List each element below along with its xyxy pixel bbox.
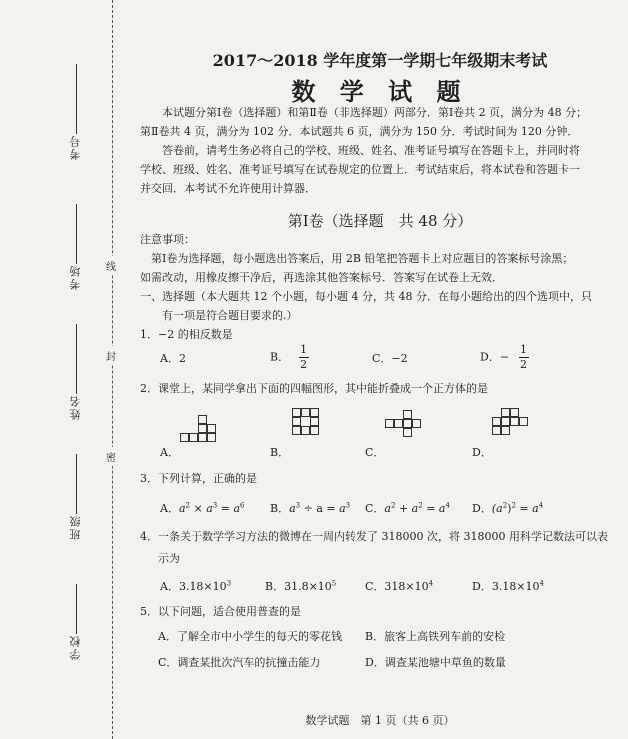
q4-a-base: A．3.18×10 [160,580,227,593]
class-field[interactable] [56,450,96,540]
name-field[interactable] [56,320,96,420]
q1-option-b-label: B． [270,350,290,364]
q4-d-base: D．3.18×10 [472,580,540,593]
q3-b-exp1: 3 [295,501,301,510]
q3-option-b[interactable] [270,500,350,516]
q1-option-b[interactable] [270,343,309,372]
cut-line [112,0,113,739]
q3-option-d-label: D． [472,502,492,515]
binding-margin [0,0,130,739]
part1-line-2: 有一项是符合题目要求的.） [162,309,298,322]
q4-stem-line-1: 4．一条关于数学学习方法的微博在一周内转发了 318000 次，将 318000 用科学记数法可以表 [140,530,608,543]
q3-option-c-label: C． [365,502,385,515]
notice-title: 注意事项： [140,233,195,246]
q5-option-c[interactable] [158,654,320,670]
q3-a-base3: a [233,502,241,515]
q3-d-base1: (a [491,502,503,515]
q4-a-exp: 3 [226,579,232,588]
q3-option-a-label: A． [160,502,179,515]
exam-subject: 数 学 试 题 [291,77,469,106]
q5-stem: 5．以下问题，适合使用普查的是 [140,605,301,618]
q2-option-b-text: B． [270,446,290,459]
q3-a-exp2: 3 [212,501,218,510]
q3-b-exp3: 3 [345,501,351,510]
q5-option-b[interactable] [365,628,505,644]
intro-line-2: 第Ⅱ卷共 4 页，满分为 102 分．本试题共 6 页，满分为 150 分．考试时间为 120 分钟． [140,125,579,138]
class-underline [76,454,77,514]
cut-char-seal: 封 [106,346,116,365]
page-footer: 数学试题 第 1 页（共 6 页） [305,714,455,727]
intro-line-1: 本试题分第Ⅰ卷（选择题）和第Ⅱ卷（非选择题）两部分．第Ⅰ卷共 2 页，满分为 48 分； [162,106,588,119]
q1-option-d-denominator: 2 [520,358,528,371]
q1-option-c[interactable] [372,350,408,366]
q5-option-d[interactable] [365,654,506,670]
q1-option-a-text: A．2 [160,352,186,365]
intro-line-4: 学校、班级、姓名、准考证号填写在试卷规定的位置上．考试结束后，将本试卷和答题卡一 [140,163,580,176]
name-label: 姓名 [69,394,82,420]
q2-option-a-text: A． [160,446,179,459]
q3-c-exp1: 2 [390,501,396,510]
q4-d-exp: 4 [539,579,544,588]
q3-c-base1: a [384,502,391,515]
q1-option-d-numerator: 1 [520,343,528,356]
q1-option-c-text: C．−2 [372,352,408,365]
q4-c-exp: 4 [428,579,434,588]
name-underline [76,324,77,394]
exam-room-field[interactable] [56,200,96,290]
school-field[interactable] [56,580,96,660]
section-title: 第Ⅰ卷（选择题 共 48 分） [287,212,473,230]
q3-d-eq: = [515,502,533,515]
part1-line-1: 一、选择题（本大题共 12 个小题，每小题 4 分，共 48 分．在每小题给出的四个选项中，只 [140,290,592,303]
cut-char-line: 线 [106,256,116,275]
q1-stem: 1．−2 的相反数是 [140,328,233,341]
q3-option-b-label: B． [270,502,290,515]
q2-option-a[interactable] [160,444,179,460]
q3-option-a[interactable] [160,500,244,516]
intro-line-5: 并交回．本考试不允许使用计算器． [140,182,316,195]
q3-stem: 3．下列计算，正确的是 [140,472,257,485]
q3-d-exp1: 2 [502,501,508,510]
q2-option-c-text: C． [365,446,385,459]
q2-option-d-text: D． [472,446,492,459]
q2-option-c[interactable] [365,444,384,460]
q4-b-base: B．31.8×10 [265,580,332,593]
q1-option-d-label: D．− [480,350,510,364]
q2-option-d[interactable] [472,444,492,460]
q5-option-a-text: A．了解全市中小学生的每天的零花钱 [158,630,342,643]
q3-a-exp1: 2 [185,501,190,510]
q3-c-base2: a [411,502,419,515]
q3-d-base3: a [532,502,539,515]
q4-option-d[interactable] [472,578,544,594]
q3-option-c[interactable] [365,500,450,516]
q3-option-d[interactable] [472,500,543,516]
q1-option-d-fraction [519,343,529,372]
exam-number-field[interactable] [56,60,96,160]
q3-a-base2: a [206,502,213,515]
exam-title: 2017～2018 学年度第一学期七年级期末考试 [212,51,548,70]
q3-b-base1: a [289,502,296,515]
q4-option-c[interactable] [365,578,433,594]
q2-stem: 2．课堂上，某同学拿出下面的四幅图形，其中能折叠成一个正方体的是 [140,382,488,395]
q4-c-base: C．318×10 [365,580,429,593]
q3-b-base3: a [339,502,346,515]
q3-d-exp3: 4 [538,501,544,510]
q3-c-exp2: 2 [418,501,423,510]
q1-option-b-numerator: 1 [300,343,308,356]
q4-stem-line-2: 示为 [158,552,180,565]
q3-b-op: ÷ a = [300,502,340,515]
q4-b-exp: 5 [331,579,337,588]
q1-option-b-denominator: 2 [300,358,308,371]
q3-a-eq: = [217,502,234,515]
q3-a-base1: a [178,502,186,515]
q5-option-c-text: C．调查某批次汽车的抗撞击能力 [158,656,321,669]
cut-char-secret: 密 [106,447,116,466]
q3-c-base3: a [438,502,446,515]
exam-number-label: 考号 [69,134,82,160]
q5-option-b-text: B．旅客上高铁列车前的安检 [365,630,506,643]
q1-option-d[interactable] [480,343,529,372]
q1-option-b-fraction [299,343,309,372]
q4-option-a[interactable] [160,578,231,594]
q3-c-eq: = [422,502,439,515]
exam-room-label: 考场 [69,264,82,290]
intro-line-3: 答卷前，请考生务必将自己的学校、班级、姓名、准考证号填写在答题卡上，并同时将 [162,144,580,157]
exam-number-underline [76,64,77,134]
q1-option-a[interactable] [160,350,186,366]
q4-option-b[interactable] [265,578,336,594]
q2-option-b[interactable] [270,444,289,460]
class-label: 班级 [69,514,82,540]
q3-c-exp3: 4 [445,501,450,510]
exam-room-underline [76,204,77,264]
q3-d-exp2: 2 [511,501,516,510]
q5-option-a[interactable] [158,628,342,644]
school-underline [76,584,77,634]
notice-line-1: 第Ⅰ卷为选择题，每小题选出答案后，用 2B 铅笔把答题卡上对应题目的答案标号涂黑； [151,252,574,265]
q5-option-d-text: D．调查某池塘中草鱼的数量 [365,656,506,669]
q3-a-exp3: 6 [240,501,245,510]
school-label: 学校 [69,634,82,660]
q3-d-paren: ) [507,502,512,515]
notice-line-2: 如需改动，用橡皮擦干净后，再选涂其他答案标号．答案写在试卷上无效． [140,271,503,284]
q3-c-op: + [395,502,412,515]
q3-a-op: × [189,502,207,515]
